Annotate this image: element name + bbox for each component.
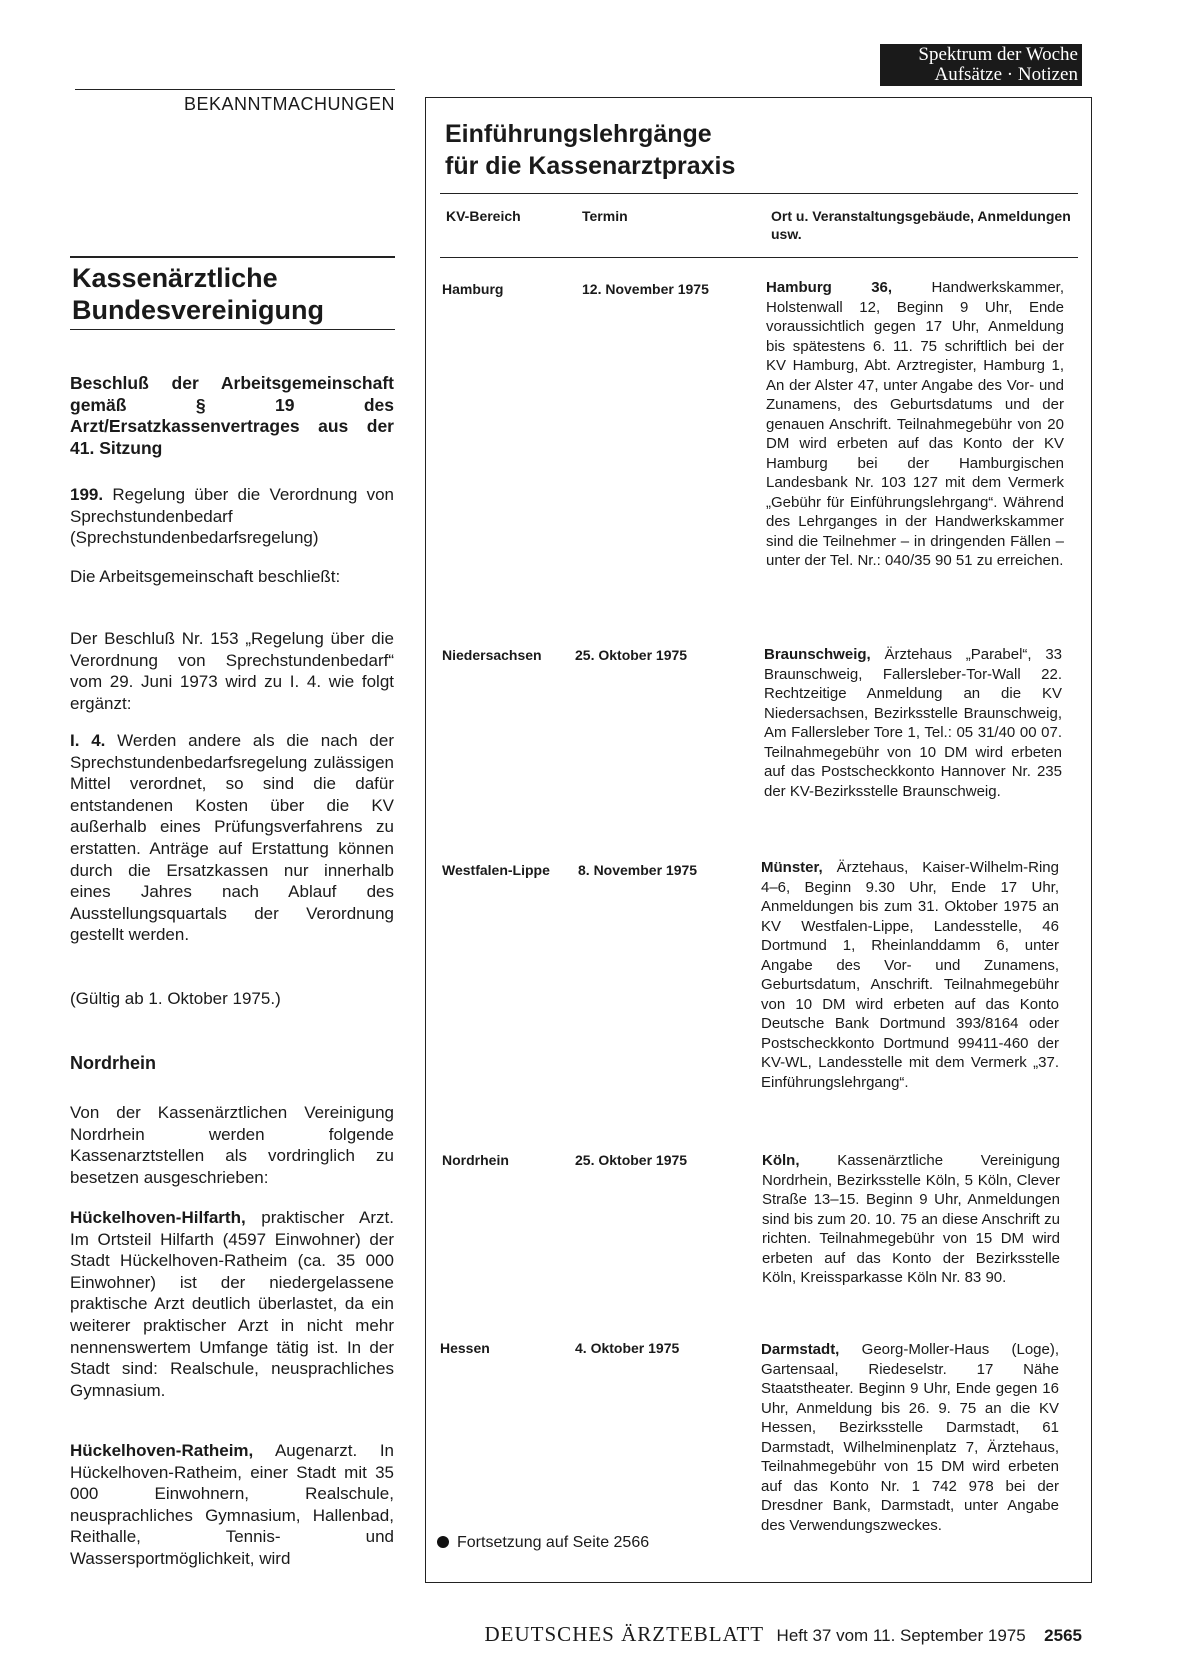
column-header-place: Ort u. Veranstaltungsgebäude, Anmeldungen usw.	[771, 208, 1071, 242]
paragraph-199	[70, 484, 394, 549]
row-niedersachsen-place-text: Ärztehaus „Parabel“, 33 Braunschweig, Fallersleber-Tor-Wall 22. Rechtzeitige Anmeldung an die KV Niedersachsen, Bezirksstelle Braunschweig, Am Fallersleber Tore 1, Tel.: 05 31/40 00 07. Teilnahmegebühr von 10 DM wird erbeten auf das Postscheckkonto Hannover Nr. 235 der KV-Bezirksstelle Braunschweig.	[764, 646, 1063, 800]
row-niedersachsen-date: 25. Oktober 1975	[575, 647, 688, 663]
org-title-line-1: Kassenärztliche	[72, 263, 278, 293]
paragraph-i4-number: I. 4.	[70, 731, 106, 750]
row-nordrhein-place-text: Kassenärztliche Vereinigung Nordrhein, Bezirksstelle Köln, 5 Köln, Clever Straße 13–15. Beginn 9 Uhr, Anmeldungen sind bis zum 20. 10. 75 an diese Anschrift zu richten. Teilnahmegebühr von 15 DM wird erbeten auf das Konto der Bezirksstelle Köln, Kreissparkasse Köln Nr. 83 90.	[762, 1152, 1060, 1286]
resolution-heading: Beschluß der Arbeitsgemeinschaft gemäß § 19 des Arzt/Ersatzkassenvertrages aus der 41. Sitzung	[70, 373, 394, 458]
row-niedersachsen-region: Niedersachsen	[442, 647, 542, 663]
org-title-line-2: Bundesvereinigung	[72, 295, 325, 325]
paragraph-decision: Die Arbeitsgemeinschaft beschließt:	[70, 567, 341, 586]
courses-title	[445, 118, 1065, 182]
nordrhein-heading: Nordrhein	[70, 1053, 157, 1073]
paragraph-199-number: 199.	[70, 485, 104, 504]
row-niedersachsen-place-name: Braunschweig,	[764, 646, 871, 663]
org-title	[72, 262, 397, 326]
paragraph-199-text: Regelung über die Verordnung von Sprechstundenbedarf (Sprechstundenbedarfsregelung)	[70, 485, 394, 548]
continuation-note	[437, 1534, 649, 1552]
row-hessen-region: Hessen	[440, 1340, 490, 1356]
footer-issue: Heft 37 vom 11. September 1975	[776, 1626, 1026, 1645]
row-westfalen-place-name: Münster,	[761, 859, 823, 876]
row-nordrhein-date: 25. Oktober 1975	[575, 1152, 688, 1168]
row-hamburg-region: Hamburg	[442, 281, 504, 297]
row-hamburg-place-text: Handwerkskammer, Holstenwall 12, Beginn 9 Uhr, Ende voraussichtlich gegen 17 Uhr, Anmeldung bis spätestens 6. 11. 75 schriftlich bei der KV Hamburg, Abt. Arztregister, Hamburg 1, An der Alster 47, unter Angabe des Vor- und Zunamens, des Geburtsdatums und der genauen Anschrift. Teilnahmegebühr von 20 DM wird erbeten auf das Konto der KV Hamburg bei der Hamburgischen Landesbank Nr. 103 127 mit dem Vermerk „Gebühr für Einführungslehrgang“. Während des Lehrganges in der Handwerkskammer sind die Teilnehmer – in dringenden Fällen – unter der Tel. Nr.: 040/35 90 51 zu erreichen.	[766, 279, 1065, 569]
row-westfalen-date: 8. November 1975	[578, 862, 698, 878]
ratheim-text: Augenarzt. In Hückelhoven-Ratheim, einer Stadt mit 35 000 Einwohnern, Realschule, neusprachliches Gymnasium, Hallenbad, Reithalle, Tennis- und Wassersportmöglichkeit, wird	[70, 1441, 394, 1568]
paragraph-amendment: Der Beschluß Nr. 153 „Regelung über die Verordnung von Sprechstundenbedarf“ vom 29. Juni 1973 wird zu I. 4. wie folgt ergänzt:	[70, 629, 394, 713]
row-hessen-place	[761, 1340, 1059, 1535]
row-hamburg-place	[766, 278, 1064, 571]
org-title-rule-top	[70, 256, 395, 258]
column-header-region: KV-Bereich	[446, 208, 521, 224]
footer-journal-name: DEUTSCHES ÄRZTEBLATT	[484, 1622, 765, 1646]
paragraph-i4	[70, 730, 394, 946]
row-westfalen-region: Westfalen-Lippe	[442, 862, 550, 878]
row-niedersachsen-place	[764, 645, 1062, 801]
section-tag-line-2: Aufsätze · Notizen	[934, 64, 1078, 85]
footer-page-number: 2565	[1044, 1626, 1082, 1645]
paragraph-hilfarth	[70, 1207, 394, 1401]
row-nordrhein-place	[762, 1151, 1060, 1288]
row-hamburg-place-name: Hamburg 36,	[766, 279, 893, 296]
row-hessen-place-text: Georg-Moller-Haus (Loge), Gartensaal, Riedeselstr. 17 Nähe Staatstheater. Beginn 9 Uhr, Ende gegen 16 Uhr, Anmeldung bis 26. 9. 75 an die KV Hessen, Bezirksstelle Darmstadt, 61 Darmstadt, Wilhelminenplatz 7, Ärztehaus, Teilnahmegebühr von 15 DM wird erbeten auf das Konto Nr. 1 742 978 bei der Dresdner Bank, Darmstadt, unter Angabe des Verwendungszweckes.	[761, 1341, 1060, 1534]
bullet-icon	[437, 1536, 449, 1548]
section-header: BEKANNTMACHUNGEN	[183, 94, 395, 114]
section-header-rule	[75, 89, 395, 90]
row-nordrhein-region: Nordrhein	[442, 1152, 509, 1168]
hilfarth-place: Hückelhoven-Hilfarth,	[70, 1208, 246, 1227]
hilfarth-text: praktischer Arzt. Im Ortsteil Hilfarth (4597 Einwohner) der Stadt Hückelhoven-Ratheim (ca. 35 000 Einwohner) ist der niedergelassene praktische Arzt deutlich überlastet, da ein weiterer praktischer Arzt in nicht mehr nennenswertem Umfange tätig ist. In der Stadt sind: Realschule, neusprachliches Gymnasium.	[70, 1208, 394, 1400]
row-hessen-date: 4. Oktober 1975	[575, 1340, 680, 1356]
ratheim-place: Hückelhoven-Ratheim,	[70, 1441, 254, 1460]
continuation-text: Fortsetzung auf Seite 2566	[457, 1534, 650, 1551]
paragraph-ratheim	[70, 1440, 394, 1570]
paragraph-nordrhein-intro: Von der Kassenärztlichen Vereinigung Nordrhein werden folgende Kassenarztstellen als vordringlich zu besetzen ausgeschrieben:	[70, 1103, 394, 1187]
row-westfalen-place-text: Ärztehaus, Kaiser-Wilhelm-Ring 4–6, Beginn 9.30 Uhr, Ende 17 Uhr, Anmeldungen bis zum 31. Oktober 1975 an KV Westfalen-Lippe, Landesstelle, 46 Dortmund 1, Rheinlanddamm 6, unter Angabe des Vor- und Zunamens, Geburtsdatum, Anschrift. Teilnahmegebühr von 10 DM wird erbeten auf das Konto Deutsche Bank Dortmund 393/8164 oder Postscheckkonto Dortmund 99411-460 der KV-WL, Landesstelle mit dem Vermerk „37. Einführungslehrgang“.	[761, 859, 1059, 1091]
section-tag	[880, 44, 1082, 86]
page-footer	[398, 1622, 1082, 1647]
row-hamburg-date: 12. November 1975	[582, 281, 709, 297]
table-header-rule-bottom	[440, 257, 1078, 258]
row-westfalen-place	[761, 858, 1059, 1092]
paragraph-i4-text: Werden andere als die nach der Sprechstundenbedarfsregelung zulässigen Mittel verordnet, so sind die dafür entstandenen Kosten über die KV außerhalb eines Prüfungsverfahrens zu erstatten. Anträge auf Erstattung können durch die Ersatzkassen nur innerhalb eines Jahres nach Ablauf des Ausstellungsquartals der Verordnung gestellt werden.	[70, 731, 394, 945]
courses-title-line-1: Einführungslehrgänge	[445, 120, 712, 148]
courses-title-line-2: für die Kassenarztpraxis	[445, 152, 736, 180]
table-header-rule-top	[440, 193, 1078, 194]
paragraph-valid-from: (Gültig ab 1. Oktober 1975.)	[70, 989, 281, 1008]
org-title-rule-bottom	[70, 329, 395, 330]
section-tag-line-1: Spektrum der Woche	[918, 44, 1078, 65]
column-header-date: Termin	[582, 208, 628, 224]
row-nordrhein-place-name: Köln,	[762, 1152, 800, 1169]
row-hessen-place-name: Darmstadt,	[761, 1341, 840, 1358]
